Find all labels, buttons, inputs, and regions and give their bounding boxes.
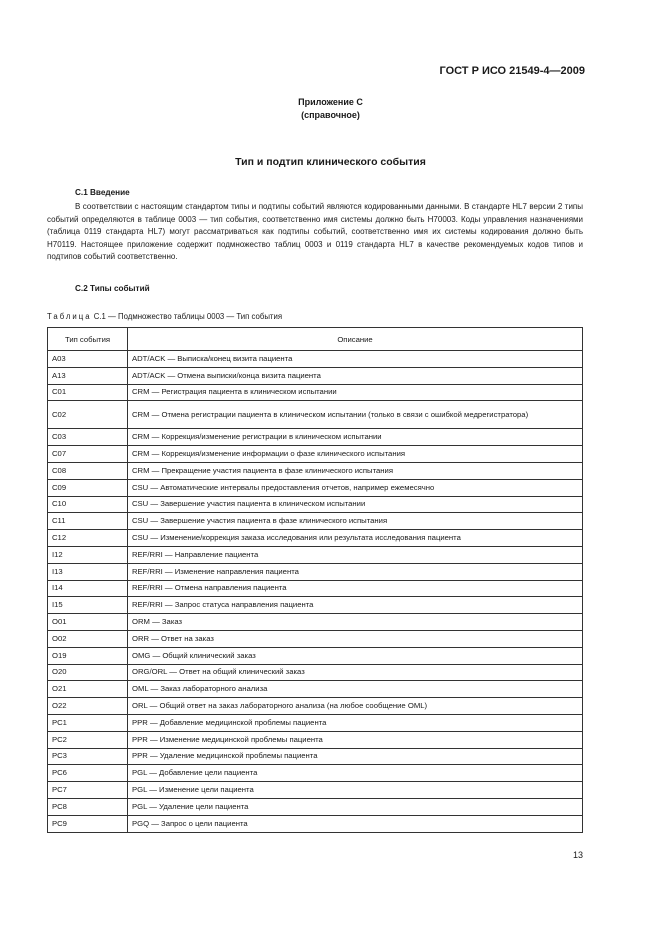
event-code-cell: I12 [48, 546, 128, 563]
section-c1-text: В соответствии с настоящим стандартом типы и подтипы событий являются кодированными данными. В стандарте HL7 версии 2 типы событий определяются в таблице 0003 — тип события, соответственно имя системы должно быть Н70003. Коды управления назначениями (таблица 0119 стандарта HL7) могут рассматриваться как подтипы событий, соответственно имя их системы кодирования должно быть Н70119. Настоящее приложение содержит подмножество таблиц 0003 и 0119 стандарта HL7 в качестве рекомендуемых кодов типов и подтипов событий соответственно. [47, 202, 583, 262]
event-code-cell: C10 [48, 496, 128, 513]
table-caption-text: С.1 — Подмножество таблицы 0003 — Тип события [93, 312, 283, 321]
event-description-cell: REF/RRI — Направление пациента [128, 546, 583, 563]
event-description-cell: PPR — Изменение медицинской проблемы пациента [128, 731, 583, 748]
table-row [48, 681, 583, 698]
page-number: 13 [572, 850, 583, 860]
table-row [48, 647, 583, 664]
event-code-cell: PC7 [48, 782, 128, 799]
table-row [48, 351, 583, 368]
event-description-cell: REF/RRI — Запрос статуса направления пациента [128, 597, 583, 614]
event-code-cell: PC6 [48, 765, 128, 782]
section-c1-heading: С.1 Введение [75, 188, 130, 197]
event-code-cell: A13 [48, 367, 128, 384]
table-caption-prefix: Таблица [47, 312, 92, 321]
event-description-cell: CSU — Завершение участия пациента в клиническом испытании [128, 496, 583, 513]
event-description-cell: PGL — Добавление цели пациента [128, 765, 583, 782]
table-row [48, 748, 583, 765]
table-row [48, 798, 583, 815]
event-description-cell: PGL — Удаление цели пациента [128, 798, 583, 815]
event-code-cell: O22 [48, 698, 128, 715]
event-description-cell: OMG — Общий клинический заказ [128, 647, 583, 664]
event-description-cell: ORR — Ответ на заказ [128, 630, 583, 647]
event-code-cell: C09 [48, 479, 128, 496]
table-row [48, 597, 583, 614]
table-row [48, 462, 583, 479]
event-code-cell: C11 [48, 513, 128, 530]
event-description-cell: PGL — Изменение цели пациента [128, 782, 583, 799]
table-row [48, 614, 583, 631]
table-row [48, 731, 583, 748]
table-caption [47, 312, 282, 321]
table-row [48, 815, 583, 832]
appendix-subtitle: (справочное) [301, 110, 360, 120]
event-code-cell: C08 [48, 462, 128, 479]
table-body [48, 351, 583, 833]
event-description-cell: REF/RRI — Изменение направления пациента [128, 563, 583, 580]
event-code-cell: PC9 [48, 815, 128, 832]
table-row [48, 446, 583, 463]
event-code-cell: A03 [48, 351, 128, 368]
table-row [48, 580, 583, 597]
table-row [48, 782, 583, 799]
table-row [48, 401, 583, 429]
event-code-cell: O19 [48, 647, 128, 664]
table-row [48, 513, 583, 530]
event-description-cell: CRM — Регистрация пациента в клиническом испытании [128, 384, 583, 401]
event-code-cell: O21 [48, 681, 128, 698]
event-description-cell: OML — Заказ лабораторного анализа [128, 681, 583, 698]
table-row [48, 530, 583, 547]
appendix-heading [0, 96, 661, 122]
event-description-cell: ORG/ORL — Ответ на общий клинический заказ [128, 664, 583, 681]
table-row [48, 479, 583, 496]
event-description-cell: PPR — Удаление медицинской проблемы пациента [128, 748, 583, 765]
table-row [48, 429, 583, 446]
table-row [48, 630, 583, 647]
event-types-table [47, 327, 583, 833]
event-description-cell: CSU — Завершение участия пациента в фазе клинического испытания [128, 513, 583, 530]
table-header-row [48, 328, 583, 351]
event-description-cell: CRM — Прекращение участия пациента в фазе клинического испытания [128, 462, 583, 479]
event-code-cell: I13 [48, 563, 128, 580]
table-row [48, 563, 583, 580]
event-description-cell: ADT/ACK — Отмена выписки/конца визита пациента [128, 367, 583, 384]
event-code-cell: PC3 [48, 748, 128, 765]
table-row [48, 664, 583, 681]
column-header-description: Описание [128, 328, 583, 351]
event-description-cell: PPR — Добавление медицинской проблемы пациента [128, 714, 583, 731]
event-code-cell: C03 [48, 429, 128, 446]
event-code-cell: PC1 [48, 714, 128, 731]
table-row [48, 698, 583, 715]
event-description-cell: CSU — Автоматические интервалы предоставления отчетов, например ежемесячно [128, 479, 583, 496]
document-code: ГОСТ Р ИСО 21549-4—2009 [439, 65, 585, 77]
event-code-cell: I14 [48, 580, 128, 597]
event-description-cell: CRM — Коррекция/изменение информации о фазе клинического испытания [128, 446, 583, 463]
event-code-cell: O20 [48, 664, 128, 681]
event-description-cell: CRM — Отмена регистрации пациента в клиническом испытании (только в связи с ошибкой медрегистратора) [128, 401, 583, 429]
event-description-cell: ORM — Заказ [128, 614, 583, 631]
page-title: Тип и подтип клинического события [235, 156, 426, 168]
event-description-cell: CSU — Изменение/коррекция заказа исследования или результата исследования пациента [128, 530, 583, 547]
event-code-cell: C12 [48, 530, 128, 547]
event-code-cell: C02 [48, 401, 128, 429]
event-code-cell: PC8 [48, 798, 128, 815]
event-code-cell: PC2 [48, 731, 128, 748]
table-row [48, 714, 583, 731]
table-row [48, 367, 583, 384]
table-row [48, 384, 583, 401]
event-code-cell: O01 [48, 614, 128, 631]
appendix-title: Приложение С [298, 97, 363, 107]
column-header-code: Тип события [48, 328, 128, 351]
event-code-cell: I15 [48, 597, 128, 614]
event-description-cell: ORL — Общий ответ на заказ лабораторного анализа (на любое сообщение OML) [128, 698, 583, 715]
event-code-cell: C01 [48, 384, 128, 401]
event-description-cell: REF/RRI — Отмена направления пациента [128, 580, 583, 597]
event-description-cell: ADT/ACK — Выписка/конец визита пациента [128, 351, 583, 368]
event-code-cell: O02 [48, 630, 128, 647]
event-description-cell: CRM — Коррекция/изменение регистрации в клиническом испытании [128, 429, 583, 446]
event-code-cell: C07 [48, 446, 128, 463]
table-row [48, 546, 583, 563]
table-row [48, 496, 583, 513]
event-description-cell: PGQ — Запрос о цели пациента [128, 815, 583, 832]
table-row [48, 765, 583, 782]
section-c2-heading: С.2 Типы событий [75, 284, 150, 293]
